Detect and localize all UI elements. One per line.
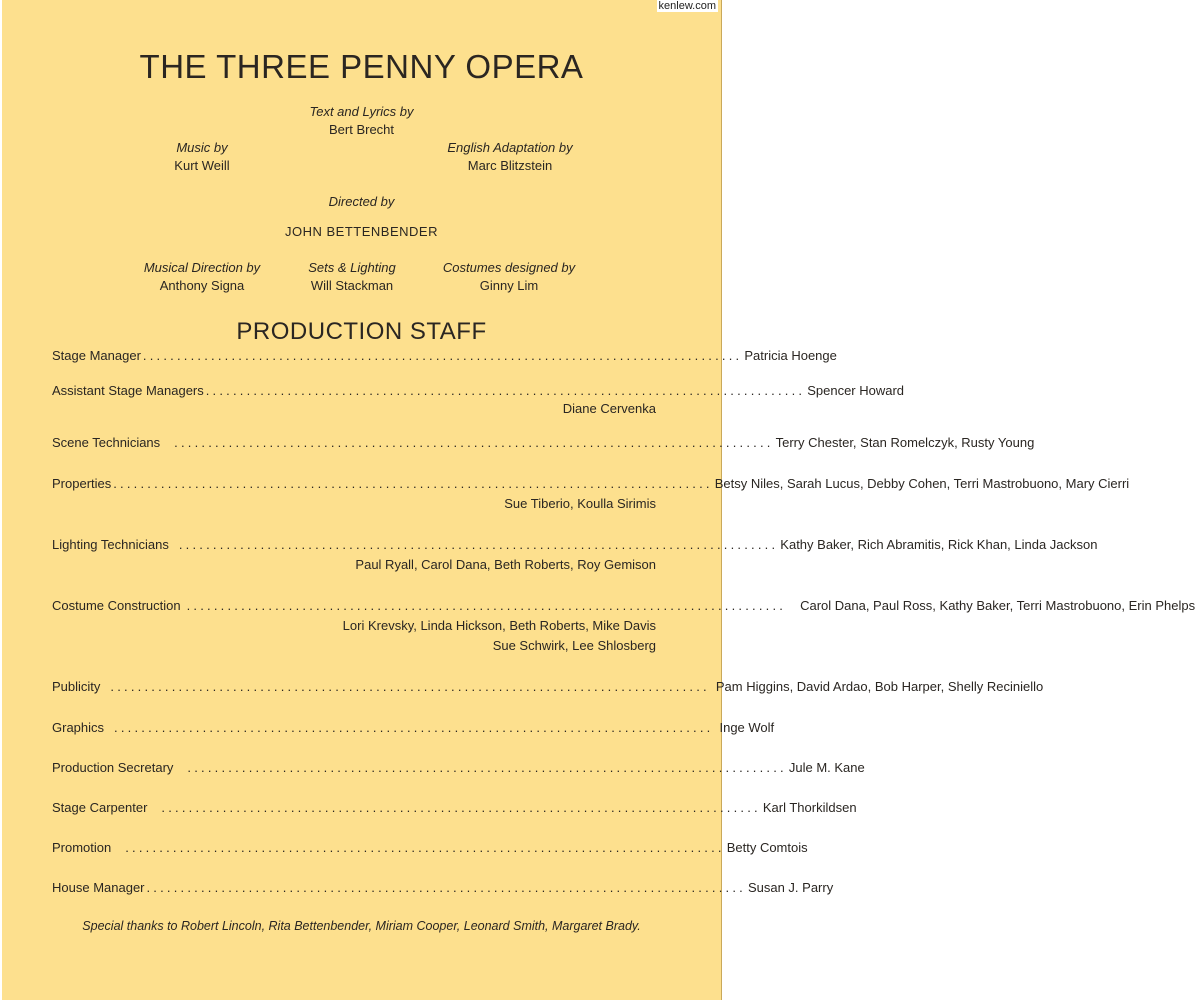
staff-names: Kathy Baker, Rich Abramitis, Rick Khan, Linda Jackson [780, 537, 1098, 552]
staff-names-continued: Sue Schwirk, Lee Shlosberg [492, 638, 656, 653]
staff-row-publicity [52, 677, 1044, 697]
leader-dots: ........................................................................................ [161, 800, 761, 815]
text-lyrics-label: Text and Lyrics by [309, 104, 414, 119]
staff-names: Betsy Niles, Sarah Lucus, Debby Cohen, Terri Mastrobuono, Mary Cierri [714, 476, 1130, 491]
staff-role: Costume Construction [52, 598, 181, 613]
staff-role: Scene Technicians [52, 435, 161, 450]
staff-names: Susan J. Parry [747, 880, 834, 895]
page-title: THE THREE PENNY OPERA [139, 48, 584, 85]
leader-dots: ........................................................................................ [114, 720, 714, 735]
directed-label: Directed by [328, 194, 395, 209]
text-lyrics-name: Bert Brecht [328, 122, 395, 137]
costumes-label: Costumes designed by [442, 260, 576, 275]
staff-names: Inge Wolf [719, 720, 775, 735]
music-name: Kurt Weill [174, 158, 230, 173]
staff-row-costume-construction [52, 596, 1195, 616]
staff-names: Terry Chester, Stan Romelczyk, Rusty Young [775, 435, 1035, 450]
staff-row-stage-manager [52, 346, 837, 366]
leader-dots: ........................................................................................ [110, 679, 710, 694]
staff-role: Publicity [52, 679, 101, 694]
adaptation-label: English Adaptation by [447, 140, 573, 155]
staff-names-continued: Diane Cervenka [562, 401, 656, 416]
staff-role: Stage Manager [52, 348, 141, 363]
staff-names: Betty Comtois [726, 840, 808, 855]
leader-dots: ........................................................................................ [125, 840, 725, 855]
staff-row-promotion [52, 838, 808, 858]
adaptation-name: Marc Blitzstein [467, 158, 553, 173]
leader-dots: ........................................................................................ [187, 760, 787, 775]
staff-row-production-secretary [52, 758, 865, 778]
staff-row-scene-technicians [52, 433, 1035, 453]
staff-names-continued: Paul Ryall, Carol Dana, Beth Roberts, Roy Gemison [355, 557, 656, 572]
sets-lighting-name: Will Stackman [310, 278, 394, 293]
staff-names: Patricia Hoenge [744, 348, 837, 363]
musical-direction-name: Anthony Signa [159, 278, 245, 293]
music-label: Music by [176, 140, 228, 155]
special-thanks: Special thanks to Robert Lincoln, Rita Bettenbender, Miriam Cooper, Leonard Smith, Margaret Brady. [82, 919, 641, 933]
staff-names-continued: Sue Tiberio, Koulla Sirimis [504, 496, 656, 511]
costumes-name: Ginny Lim [479, 278, 539, 293]
staff-row-graphics [52, 718, 775, 738]
production-staff-heading: PRODUCTION STAFF [236, 318, 487, 345]
staff-role: Lighting Technicians [52, 537, 169, 552]
staff-role: Graphics [52, 720, 105, 735]
musical-direction-label: Musical Direction by [143, 260, 261, 275]
staff-names: Jule M. Kane [788, 760, 865, 775]
staff-role: Production Secretary [52, 760, 174, 775]
staff-role: Assistant Stage Managers [52, 383, 204, 398]
leader-dots: ........................................................................................ [178, 537, 779, 552]
director-name: JOHN BETTENBENDER [285, 224, 438, 239]
leader-dots: ........................................................................................ [146, 880, 746, 895]
staff-row-stage-carpenter [52, 798, 857, 818]
staff-names: Karl Thorkildsen [762, 800, 857, 815]
staff-role: House Manager [52, 880, 145, 895]
leader-dots: ........................................................................................ [174, 435, 774, 450]
staff-names: Carol Dana, Paul Ross, Kathy Baker, Terri Mastrobuono, Erin Phelps [800, 598, 1195, 613]
watermark: kenlew.com [658, 0, 716, 12]
staff-row-properties [52, 474, 1130, 494]
leader-dots: ........................................................................................ [142, 348, 743, 363]
leader-dots: ........................................................................................ [113, 476, 713, 491]
staff-names: Spencer Howard [807, 383, 905, 398]
staff-role: Promotion [52, 840, 112, 855]
staff-role: Properties [52, 476, 112, 491]
staff-role: Stage Carpenter [52, 800, 148, 815]
staff-row-house-manager [52, 878, 834, 898]
leader-dots: ........................................................................................ [205, 383, 806, 398]
staff-names-continued: Lori Krevsky, Linda Hickson, Beth Roberts, Mike Davis [342, 618, 656, 633]
staff-row-assistant-stage-managers [52, 381, 905, 401]
leader-dots: ........................................................................................ [186, 598, 787, 613]
staff-names: Pam Higgins, David Ardao, Bob Harper, Shelly Reciniello [715, 679, 1044, 694]
staff-row-lighting-technicians [52, 535, 1098, 555]
program-page [2, 0, 1195, 1000]
sets-lighting-label: Sets & Lighting [308, 260, 396, 275]
